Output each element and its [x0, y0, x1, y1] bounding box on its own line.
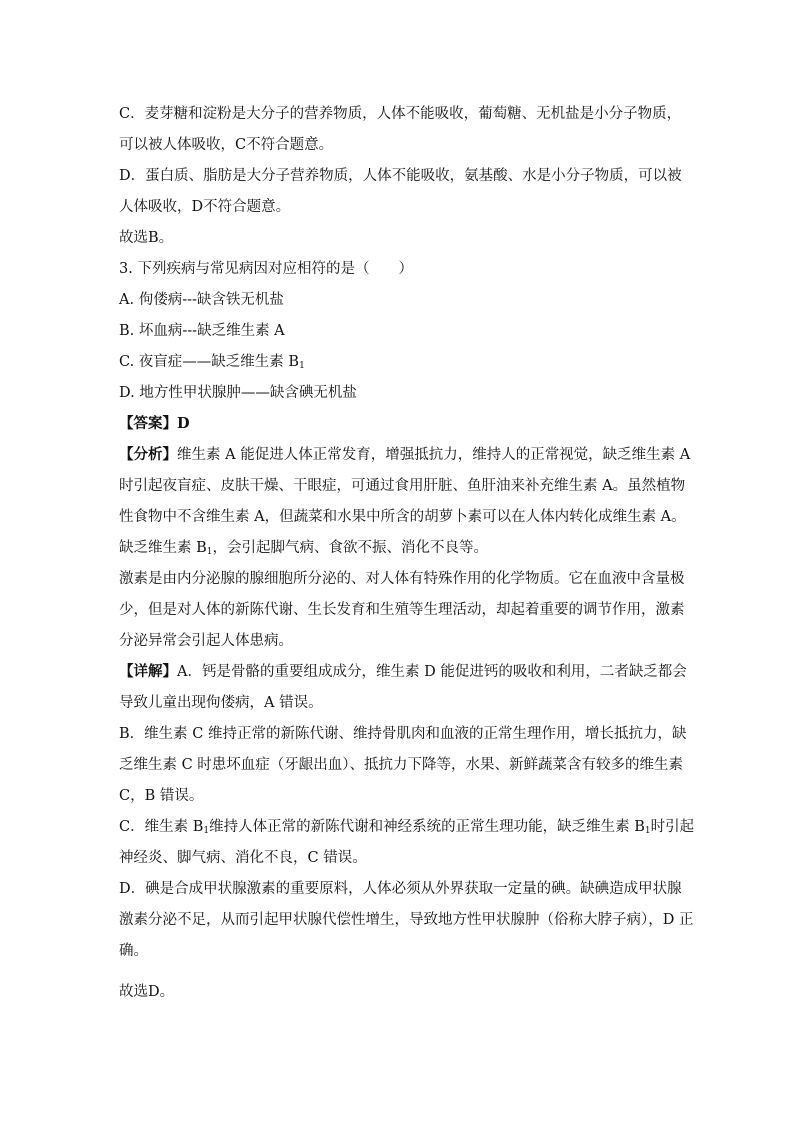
text-line: 人体吸收，D不符合题意。 — [119, 199, 291, 215]
text-seg: 缺乏维生素 B — [119, 540, 207, 556]
answer-line: 【答案】D — [119, 415, 190, 432]
text-line: 时引起夜盲症、皮肤干燥、干眼症，可通过食用肝脏、鱼肝油来补充维生素 A。虽然植物 — [119, 478, 686, 494]
question-stem: 3. 下列疾病与常见病因对应相符的是（ ） — [119, 261, 413, 277]
detail-text: A．钙是骨骼的重要组成成分，维生素 D 能促进钙的吸收和利用，二者缺乏都会 — [177, 664, 687, 680]
text-line: 神经炎、脚气病、消化不良，C 错误。 — [119, 850, 367, 866]
text-line: B．维生素 C 维持正常的新陈代谢、维持骨肌肉和血液的正常生理作用，增长抵抗力，缺 — [119, 726, 687, 742]
detail-heading: 【详解】 — [119, 663, 177, 680]
text-line: 导致儿童出现佝偻病，A 错误。 — [119, 695, 323, 711]
option-b: B. 坏血病---缺乏维生素 A — [119, 323, 285, 339]
text-line — [119, 538, 488, 562]
text-seg: 时引起 — [650, 819, 695, 835]
text-line — [119, 817, 694, 841]
detail-line — [119, 662, 687, 682]
text-line: 乏维生素 C 时患坏血症（牙龈出血）、抵抗力下降等，水果、新鲜蔬菜含有较多的维生素 — [119, 757, 684, 773]
text-line: 少，但是对人体的新陈代谢、生长发育和生殖等生理活动，却起着重要的调节作用，激素 — [119, 602, 685, 618]
text-line: 可以被人体吸收，C不符合题意。 — [119, 137, 334, 153]
text-line: D．碘是合成甲状腺激素的重要原料，人体必须从外界获取一定量的碘。缺碘造成甲状腺 — [119, 881, 682, 897]
subscript: 1 — [203, 826, 210, 836]
option-c-text: C. 夜盲症——缺乏维生素 B — [119, 354, 300, 370]
text-line: 故选B。 — [119, 230, 174, 246]
text-line: D．蛋白质、脂肪是大分子营养物质，人体不能吸收，氨基酸、水是小分子物质，可以被 — [119, 168, 682, 184]
option-d: D. 地方性甲状腺肿——缺含碘无机盐 — [119, 385, 357, 401]
text-line: C．麦芽糖和淀粉是大分子的营养物质，人体不能吸收，葡萄糖、无机盐是小分子物质， — [119, 106, 682, 122]
text-line: 性食物中不含维生素 A，但蔬菜和水果中所含的胡萝卜素可以在人体内转化成维生素 A。 — [119, 509, 686, 525]
subscript: 1 — [299, 361, 305, 371]
text-line: 故选D。 — [119, 984, 175, 1000]
option-c — [119, 352, 305, 376]
text-line: 分泌异常会引起人体患病。 — [119, 633, 293, 649]
analysis-line — [119, 445, 690, 465]
text-line: 激素是由内分泌腺的腺细胞所分泌的、对人体有特殊作用的化学物质。它在血液中含量极 — [119, 571, 685, 587]
subscript: 1 — [644, 826, 651, 836]
text-seg: ，会引起脚气病、食欲不振、消化不良等。 — [212, 540, 488, 556]
analysis-text: 维生素 A 能促进人体正常发育，增强抵抗力，维持人的正常视觉，缺乏维生素 A — [177, 447, 691, 463]
text-line: C，B 错误。 — [119, 788, 204, 804]
subscript: 1 — [206, 547, 213, 557]
text-seg: C．维生素 B — [119, 819, 204, 835]
analysis-heading: 【分析】 — [119, 446, 177, 463]
text-line: 确。 — [119, 943, 148, 959]
text-seg: 维持人体正常的新陈代谢和神经系统的正常生理功能，缺乏维生素 B — [209, 819, 645, 835]
text-line: 激素分泌不足，从而引起甲状腺代偿性增生，导致地方性甲状腺肿（俗称大脖子病），D 正 — [119, 912, 694, 928]
option-a: A. 佝偻病---缺含铁无机盐 — [119, 292, 284, 308]
